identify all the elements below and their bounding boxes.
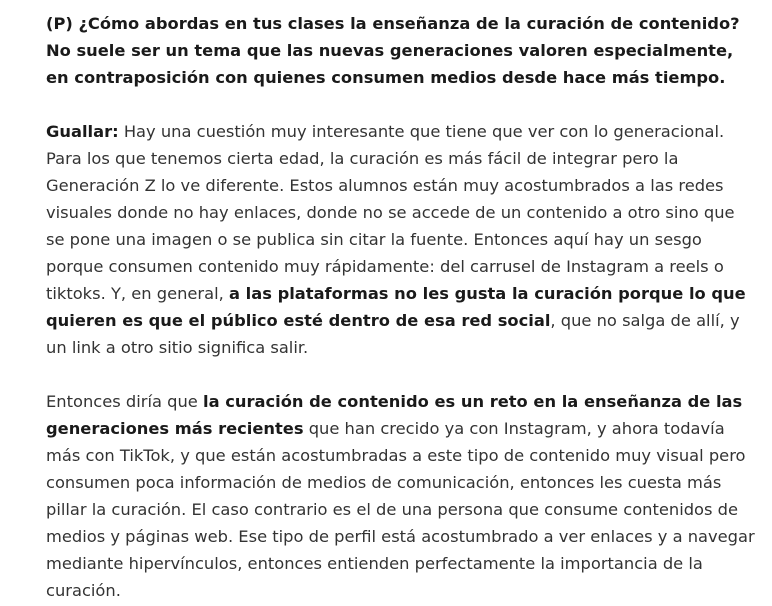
answer-1-highlight: a las plataformas no les gusta la curación porque lo que quieren es que el público esté dentro de esa red social [46, 284, 746, 330]
question-text: (P) ¿Cómo abordas en tus clases la enseñanza de la curación de contenido? No suele ser un tema que las nuevas generaciones valoren especialmente, en contraposición con quienes consumen medios desde hace más tiempo. [46, 14, 740, 87]
answer-2-text-end: que han crecido ya con Instagram, y ahora todavía más con TikTok, y que están acostumbradas a este tipo de contenido muy visual pero consumen poca información de medios de comunicación, entonces les cuesta más pillar la curación. El caso contrario es el de una persona que consume contenidos de medios y páginas web. Ese tipo de perfil está acostumbrado a ver enlaces y a navegar mediante hipervínculos, entonces entienden perfectamente la importancia de la curación. [46, 419, 755, 600]
answer-paragraph-1 [46, 118, 758, 361]
answer-paragraph-2 [46, 388, 758, 604]
answer-2-highlight: la curación de contenido es un reto en la enseñanza de las generaciones más recientes [46, 392, 743, 438]
interview-question [46, 10, 758, 91]
answer-2-text-start: Entonces diría que [46, 392, 203, 411]
answer-1-text-end: , que no salga de allí, y un link a otro sitio significa salir. [46, 311, 740, 357]
article-body [46, 10, 758, 604]
answer-1-text-start: Hay una cuestión muy interesante que tiene que ver con lo generacional. Para los que tenemos cierta edad, la curación es más fácil de integrar pero la Generación Z lo ve diferente. Estos alumnos están muy acostumbrados a las redes visuales donde no hay enlaces, donde no se accede de un contenido a otro sino que se pone una imagen o se publica sin citar la fuente. Entonces aquí hay un sesgo porque consumen contenido muy rápidamente: del carrusel de Instagram a reels o tiktoks. Y, en general, [46, 122, 735, 303]
speaker-label: Guallar: [46, 122, 119, 141]
